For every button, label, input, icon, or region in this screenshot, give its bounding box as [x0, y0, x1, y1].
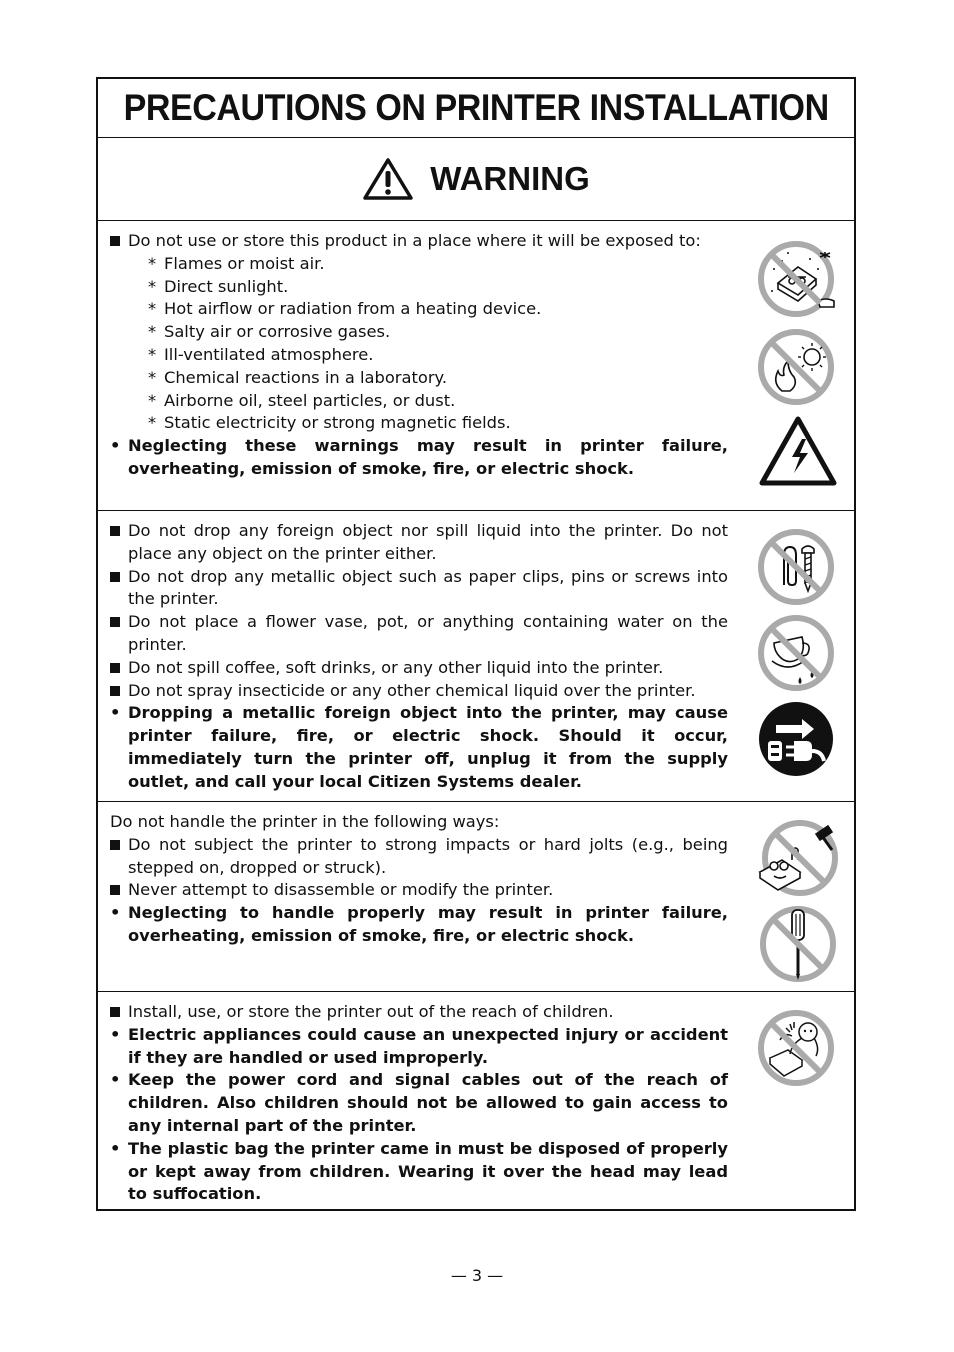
section-icons — [756, 820, 840, 984]
square-bullet-item: Do not place a flower vase, pot, or anything containing water on the printer. — [110, 611, 728, 657]
asterisk-icon: * — [148, 253, 157, 273]
exposure-condition-item: * Salty air or corrosive gases. — [110, 321, 728, 344]
warning-bullet-item: • Keep the power cord and signal cables out of the reach of children. Also children should not be allowed to gain access to any internal part of the printer. — [110, 1070, 728, 1135]
warning-bullet-item: • Neglecting to handle properly may result in printer failure, overheating, emission of smoke, fire, or electric shock. — [110, 903, 728, 945]
section-icons — [756, 527, 840, 779]
section-text — [110, 230, 728, 481]
asterisk-icon: * — [148, 276, 157, 296]
bullet-icon: • — [110, 1070, 121, 1090]
square-bullet-icon — [110, 572, 120, 582]
no-impact-icon — [756, 820, 840, 900]
page-title: PRECAUTIONS ON PRINTER INSTALLATION — [123, 87, 829, 128]
square-bullet-icon — [110, 526, 120, 536]
section-text — [110, 1001, 728, 1206]
square-bullet-icon — [110, 236, 120, 246]
no-liquids-icon — [758, 613, 838, 693]
warning-label: WARNING — [430, 160, 590, 197]
asterisk-icon: * — [148, 413, 157, 433]
square-bullet-item: Do not spray insecticide or any other chemical liquid over the printer. — [110, 680, 728, 703]
square-bullet-item: Do not spill coffee, soft drinks, or any other liquid into the printer. — [110, 657, 728, 680]
electric-shock-hazard-icon — [758, 415, 838, 487]
exposure-condition-item: * Direct sunlight. — [110, 276, 728, 299]
asterisk-icon: * — [148, 367, 157, 387]
bullet-icon: • — [110, 1024, 121, 1044]
section-text — [110, 811, 728, 948]
section-children — [98, 992, 854, 1210]
section-text — [110, 520, 728, 794]
square-bullet-item: Install, use, or store the printer out of the reach of children. — [110, 1001, 728, 1024]
page-number: — 3 — — [450, 1266, 504, 1285]
exposure-condition-item: * Flames or moist air. — [110, 253, 728, 276]
square-bullet-icon — [110, 617, 120, 627]
warning-bullet-item: • Neglecting these warnings may result in printer failure, overheating, emission of smoke, fire, or electric shock. — [110, 436, 728, 478]
no-fire-sunlight-icon — [758, 327, 838, 407]
warning-header — [98, 138, 854, 221]
section-foreign-objects — [98, 511, 854, 802]
asterisk-icon: * — [148, 299, 157, 319]
square-bullet-item: Do not drop any metallic object such as paper clips, pins or screws into the printer. — [110, 566, 728, 612]
square-bullet-item: Do not drop any foreign object nor spill liquid into the printer. Do not place any object on the printer either. — [110, 520, 728, 566]
section-icons — [756, 239, 840, 487]
no-disassembly-icon — [758, 904, 838, 984]
exposure-condition-item: * Airborne oil, steel particles, or dust. — [110, 390, 728, 413]
square-bullet-item: Never attempt to disassemble or modify the printer. — [110, 879, 728, 902]
asterisk-icon: * — [148, 344, 157, 364]
section-icons — [756, 1008, 840, 1088]
warning-triangle-icon — [362, 157, 414, 201]
exposure-condition-item: * Ill-ventilated atmosphere. — [110, 344, 728, 367]
square-bullet-icon — [110, 663, 120, 673]
intro-text: Do not handle the printer in the following ways: — [110, 812, 500, 831]
section-handling — [98, 802, 854, 992]
exposure-condition-item: * Static electricity or strong magnetic fields. — [110, 412, 728, 435]
warning-bullet-item: • Electric appliances could cause an unexpected injury or accident if they are handled or used improperly. — [110, 1024, 728, 1067]
bullet-icon: • — [110, 703, 121, 723]
square-bullet-icon — [110, 885, 120, 895]
square-bullet-icon — [110, 840, 120, 850]
square-bullet-item: Do not subject the printer to strong impacts or hard jolts (e.g., being stepped on, dropped or struck). — [110, 834, 728, 880]
no-metal-objects-icon — [758, 527, 838, 607]
bullet-icon: • — [110, 903, 121, 923]
unplug-icon — [758, 699, 838, 779]
keep-away-from-children-icon — [758, 1008, 838, 1088]
exposure-condition-item: * Hot airflow or radiation from a heating device. — [110, 298, 728, 321]
bullet-icon: • — [110, 1138, 121, 1158]
precautions-frame — [96, 77, 856, 1211]
square-bullet-icon — [110, 686, 120, 696]
square-bullet-icon — [110, 1007, 120, 1017]
asterisk-icon: * — [148, 322, 157, 342]
warning-bullet-item: • The plastic bag the printer came in must be disposed of properly or kept away from children. Wearing it over the head may lead to suffocation. — [110, 1138, 728, 1204]
asterisk-icon: * — [148, 390, 157, 410]
square-bullet-item: Do not use or store this product in a place where it will be exposed to: — [110, 230, 728, 253]
section-environment — [98, 221, 854, 511]
exposure-condition-item: * Chemical reactions in a laboratory. — [110, 367, 728, 390]
title-row — [98, 79, 854, 138]
warning-bullet-item: • Dropping a metallic foreign object into the printer, may cause printer failure, fire, or electric shock. Should it occur, immediately turn the printer off, unplug it from the supply outlet, and call your local Citizen Systems dealer. — [110, 703, 728, 791]
no-dust-environment-icon — [758, 239, 838, 319]
bullet-icon: • — [110, 436, 121, 456]
